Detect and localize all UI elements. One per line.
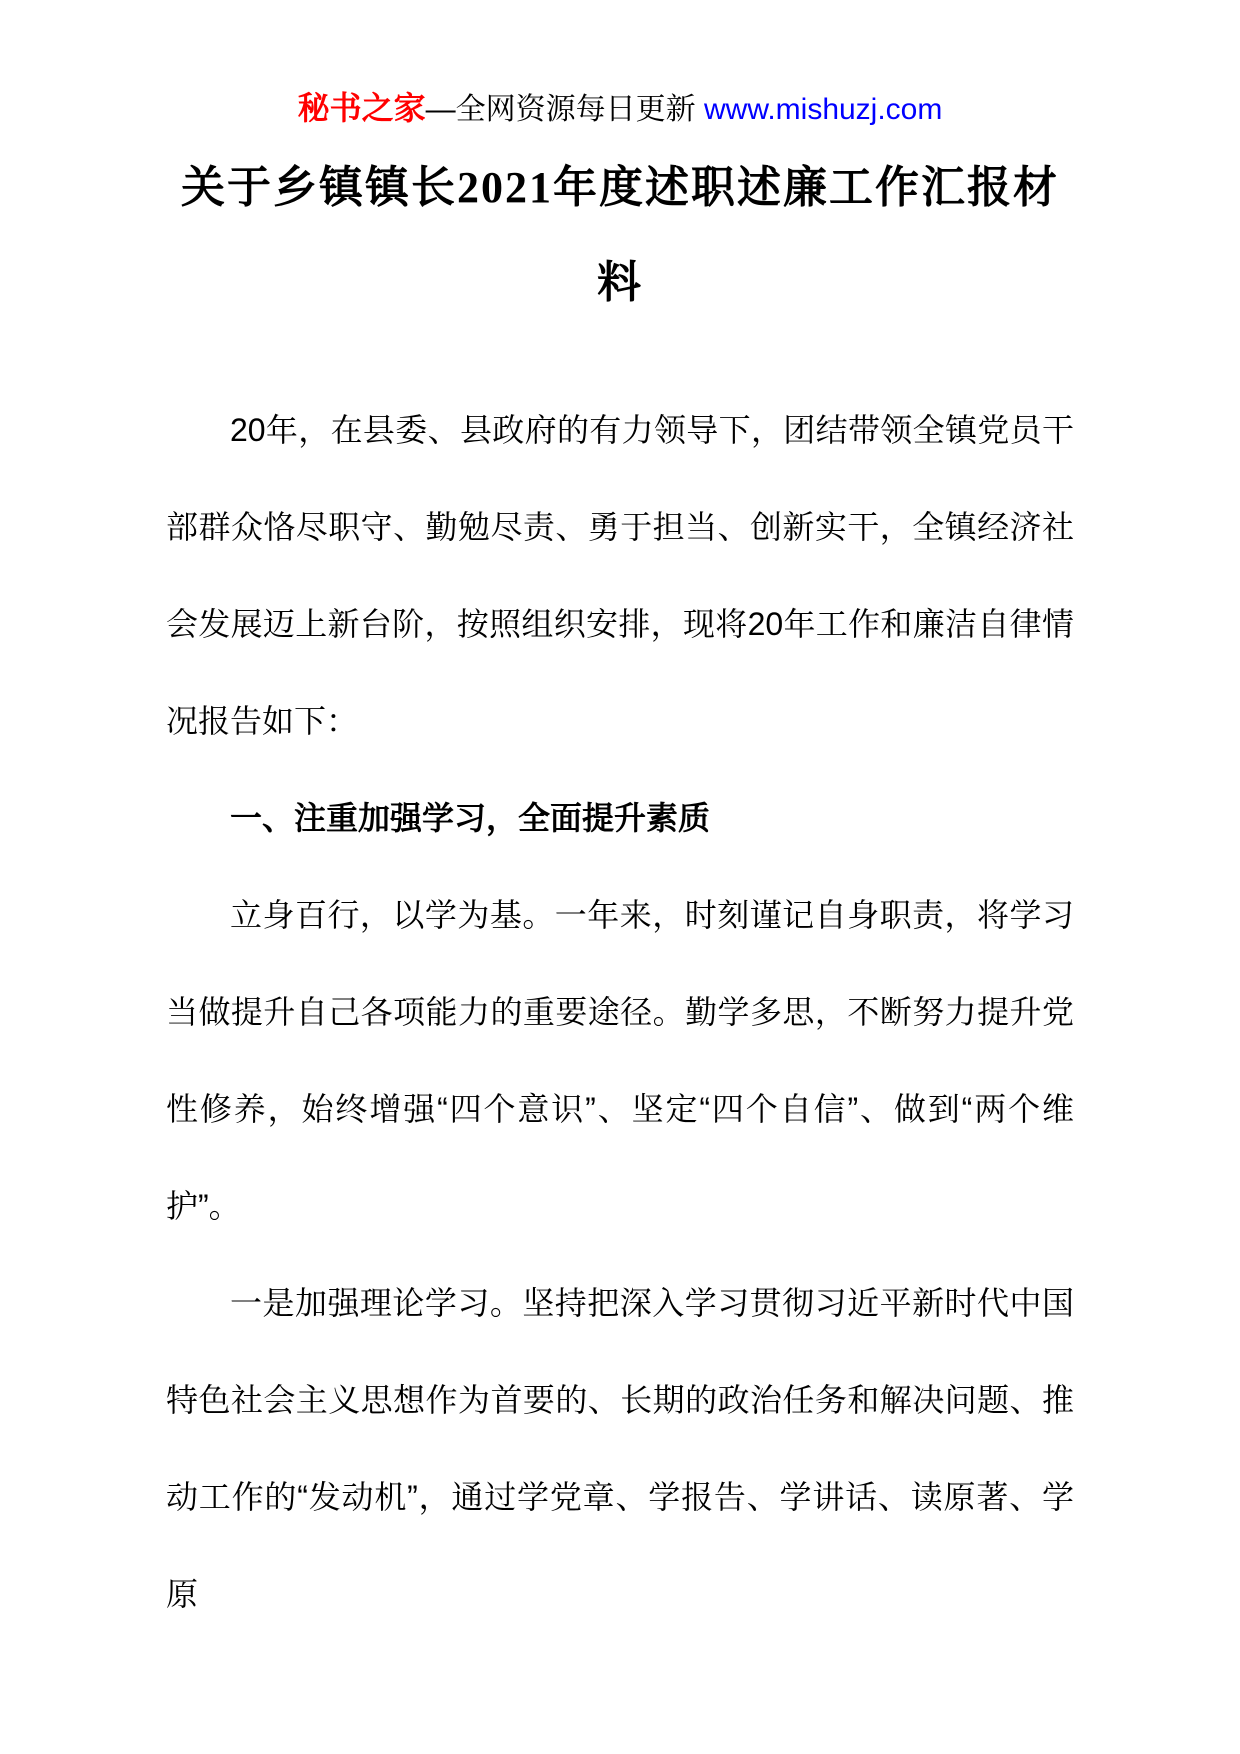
document-body [166, 382, 1074, 1643]
section1-heading: 一、注重加强学习，全面提升素质 [230, 800, 711, 836]
intro-paragraph: 20年，在县委、县政府的有力领导下，团结带领全镇党员干部群众恪尽职守、勤勉尽责、勇于担当、创新实干，全镇经济社会发展迈上新台阶，按照组织安排，现将20年工作和廉洁自律情况报告如下： [166, 412, 1074, 739]
site-url-link[interactable]: www.mishuzj.com [703, 93, 943, 126]
site-brand: 秘书之家 [297, 90, 426, 126]
site-tagline: —全网资源每日更新 [425, 93, 704, 126]
site-header [166, 0, 1074, 128]
section1-paragraph-2: 一是加强理论学习。坚持把深入学习贯彻习近平新时代中国特色社会主义思想作为首要的、长期的政治任务和解决问题、推动工作的“发动机”，通过学党章、学报告、学讲话、读原著、学原 [166, 1285, 1074, 1612]
document-title: 关于乡镇镇长2021年度述职述廉工作汇报材料 [181, 163, 1059, 307]
section1-paragraph-1: 立身百行，以学为基。一年来，时刻谨记自身职责，将学习当做提升自己各项能力的重要途径。勤学多思，不断努力提升党性修养，始终增强“四个意识”、坚定“四个自信”、做到“两个维护”。 [166, 897, 1074, 1224]
